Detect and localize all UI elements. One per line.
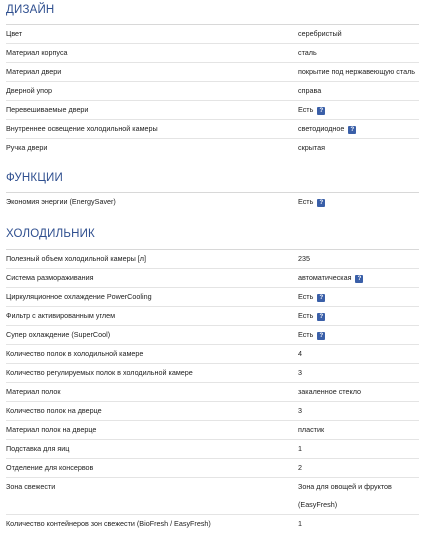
- spec-value: [298, 269, 419, 287]
- spec-value: [298, 459, 419, 477]
- spec-value-text: автоматическая: [298, 273, 352, 282]
- spec-label: Зона свежести: [6, 482, 56, 491]
- help-icon[interactable]: ?: [317, 313, 325, 321]
- spec-value-text: 2: [298, 463, 302, 472]
- spec-label: Внутреннее освещение холодильной камеры: [6, 124, 158, 133]
- spec-label: Система размораживания: [6, 273, 94, 282]
- spec-row-freshness-zone: [6, 477, 419, 514]
- spec-value-text: 3: [298, 368, 302, 377]
- spec-value: [298, 326, 419, 344]
- spec-value: [298, 402, 419, 420]
- section-title-fridge: ХОЛОДИЛЬНИК: [6, 228, 95, 240]
- help-icon[interactable]: ?: [355, 275, 363, 283]
- spec-value: [298, 101, 419, 119]
- spec-value-text: 1: [298, 519, 302, 528]
- spec-value: [298, 383, 419, 401]
- section-design: [6, 1, 419, 157]
- spec-value-text: пластик: [298, 425, 325, 434]
- spec-value-text: светодиодное: [298, 124, 345, 133]
- spec-value-text: Есть: [298, 197, 314, 206]
- spec-row-color: [6, 24, 419, 43]
- spec-row-fresh-containers: [6, 514, 419, 533]
- spec-label: Подставка для яиц: [6, 444, 70, 453]
- spec-value-text: скрытая: [298, 143, 326, 152]
- help-icon[interactable]: ?: [348, 126, 356, 134]
- spec-value-text: закаленное стекло: [298, 387, 362, 396]
- section-fridge: [6, 225, 419, 533]
- spec-row-door-material: [6, 62, 419, 81]
- spec-label: Количество полок на дверце: [6, 406, 102, 415]
- spec-label: Экономия энергии (EnergySaver): [6, 197, 116, 206]
- spec-row-interior-light: [6, 119, 419, 138]
- spec-label: Ручка двери: [6, 143, 48, 152]
- spec-value: [298, 364, 419, 382]
- spec-value: [298, 250, 419, 268]
- spec-page: [0, 1, 425, 528]
- spec-value: [298, 440, 419, 458]
- spec-label: Циркуляционное охлаждение PowerCooling: [6, 292, 152, 301]
- spec-row-fridge-volume: [6, 249, 419, 268]
- spec-value: [298, 421, 419, 439]
- spec-label: Перевешиваемые двери: [6, 105, 89, 114]
- help-icon[interactable]: ?: [317, 332, 325, 340]
- spec-value-text: 4: [298, 349, 302, 358]
- spec-value: [298, 307, 419, 325]
- spec-row-body-material: [6, 43, 419, 62]
- spec-value-text: 235: [298, 254, 310, 263]
- help-icon[interactable]: ?: [317, 199, 325, 207]
- spec-label: Количество контейнеров зон свежести (BioFresh / EasyFresh): [6, 519, 211, 528]
- spec-value: [298, 82, 419, 100]
- spec-value: [298, 515, 419, 533]
- spec-value: [298, 25, 419, 43]
- spec-label: Количество полок в холодильной камере: [6, 349, 144, 358]
- spec-value-text: сталь: [298, 48, 317, 57]
- spec-label: Количество регулируемых полок в холодильной камере: [6, 368, 193, 377]
- spec-row-can-compartment: [6, 458, 419, 477]
- spec-value-text: Есть: [298, 292, 314, 301]
- spec-value: [298, 63, 419, 81]
- spec-label: Фильтр с активированным углем: [6, 311, 116, 320]
- spec-value-text: Есть: [298, 311, 314, 320]
- help-icon[interactable]: ?: [317, 107, 325, 115]
- spec-value-text: Зона для овощей и фруктов: [298, 482, 392, 491]
- spec-label: Материал двери: [6, 67, 62, 76]
- spec-row-powercooling: [6, 287, 419, 306]
- spec-value-text: серебристый: [298, 29, 342, 38]
- spec-row-defrost: [6, 268, 419, 287]
- spec-label: Материал полок: [6, 387, 61, 396]
- section-spacer: [6, 157, 419, 169]
- spec-value-text: 1: [298, 444, 302, 453]
- spec-value-text: 3: [298, 406, 302, 415]
- spec-value: [298, 193, 419, 211]
- spec-row-door-handle: [6, 138, 419, 157]
- spec-row-door-shelf-material: [6, 420, 419, 439]
- spec-label: Отделение для консервов: [6, 463, 94, 472]
- section-title-functions: ФУНКЦИИ: [6, 172, 63, 184]
- spec-value-text: Есть: [298, 330, 314, 339]
- spec-label: Супер охлаждение (SuperCool): [6, 330, 111, 339]
- section-spacer: [6, 211, 419, 225]
- spec-value-text: справа: [298, 86, 322, 95]
- spec-label: Полезный объем холодильной камеры [л]: [6, 254, 146, 263]
- spec-value-text: покрытие под нержавеющую сталь: [298, 67, 416, 76]
- spec-table-functions: [6, 192, 419, 211]
- spec-table-design: [6, 24, 419, 157]
- spec-value: [298, 44, 419, 62]
- section-functions: [6, 169, 419, 211]
- spec-label: Цвет: [6, 29, 23, 38]
- spec-row-supercool: [6, 325, 419, 344]
- spec-row-energy-saver: [6, 192, 419, 211]
- spec-value: [298, 120, 419, 138]
- spec-value: [298, 478, 419, 514]
- spec-value-text: (EasyFresh): [298, 500, 338, 509]
- spec-row-adjustable-shelves: [6, 363, 419, 382]
- spec-row-reversible-doors: [6, 100, 419, 119]
- spec-table-fridge: [6, 249, 419, 533]
- spec-value: [298, 345, 419, 363]
- spec-value: [298, 139, 419, 157]
- spec-label: Материал полок на дверце: [6, 425, 97, 434]
- spec-label: Дверной упор: [6, 86, 53, 95]
- spec-row-carbon-filter: [6, 306, 419, 325]
- spec-row-egg-tray: [6, 439, 419, 458]
- section-title-design: ДИЗАЙН: [6, 4, 55, 16]
- spec-row-door-hinge: [6, 81, 419, 100]
- spec-row-door-shelves: [6, 401, 419, 420]
- spec-label: Материал корпуса: [6, 48, 68, 57]
- spec-row-shelf-count: [6, 344, 419, 363]
- spec-value-text: Есть: [298, 105, 314, 114]
- help-icon[interactable]: ?: [317, 294, 325, 302]
- spec-row-shelf-material: [6, 382, 419, 401]
- spec-value: [298, 288, 419, 306]
